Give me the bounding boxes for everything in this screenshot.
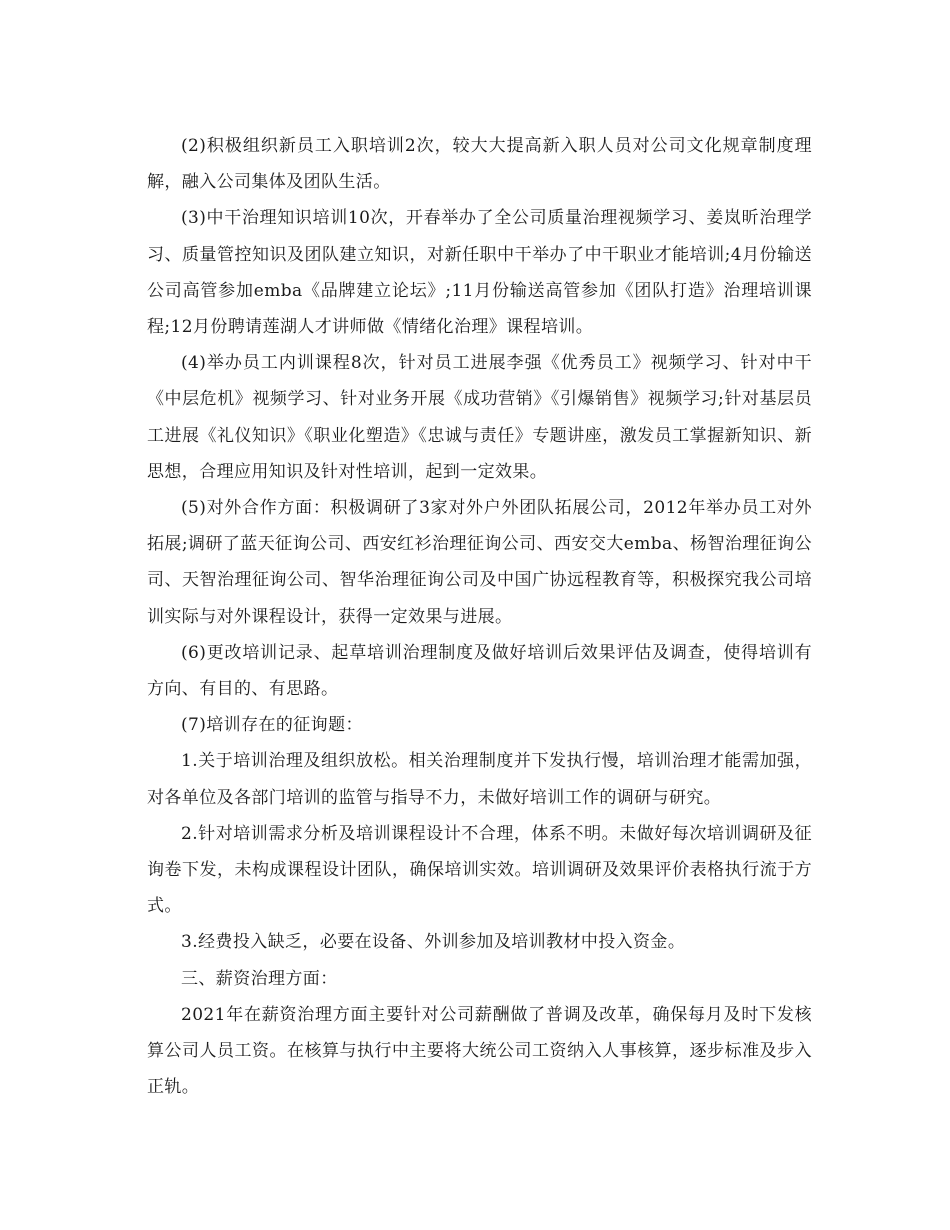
paragraph-issue-3: 3.经费投入缺乏，必要在设备、外训参加及培训教材中投入资金。	[181, 932, 686, 953]
paragraph-management-training: (3)中干治理知识培训10次，开春举办了全公司质量治理视频学习、姜岚昕治理学习、质量管控知识及团队建立知识，对新任职中干举办了中干职业才能培训;4月份输送公司高管参加emba《品牌建立论坛》;11月份输送高管参加《团队打造》治理培训课程;12月份聘请莲湖人才讲师做《情绪化治理》课程培训。	[147, 208, 812, 338]
paragraph-salary-management: 2021年在薪资治理方面主要针对公司薪酬做了普调及改革，确保每月及时下发核算公司人员工资。在核算与执行中主要将大统公司工资纳入人事核算，逐步标准及步入正轨。	[147, 1004, 812, 1098]
paragraph-training-issues-heading: (7)培训存在的征询题：	[181, 715, 363, 736]
paragraph-internal-courses: (4)举办员工内训课程8次，针对员工进展李强《优秀员工》视频学习、针对中干《中层危机》视频学习、针对业务开展《成功营销》《引爆销售》视频学习;针对基层员工进展《礼仪知识》《职业化塑造》《忠诚与责任》专题讲座，激发员工掌握新知识、新思想，合理应用知识及针对性培训，起到一定效果。	[147, 353, 812, 482]
section-heading-salary: 三、薪资治理方面：	[181, 968, 338, 989]
paragraph-issue-2: 2.针对培训需求分析及培训课程设计不合理，体系不明。未做好每次培训调研及征询卷下发，未构成课程设计团队，确保培训实效。培训调研及效果评价表格执行流于方式。	[147, 823, 812, 917]
paragraph-training-records: (6)更改培训记录、起草培训治理制度及做好培训后效果评估及调查，使得培训有方向、有目的、有思路。	[147, 642, 812, 700]
paragraph-issue-1: 1.关于培训治理及组织放松。相关治理制度并下发执行慢，培训治理才能需加强，对各单位及各部门培训的监管与指导不力，未做好培训工作的调研与研究。	[147, 751, 812, 808]
paragraph-training-new-staff: (2)积极组织新员工入职培训2次，较大大提高新入职人员对公司文化规章制度理解，融入公司集体及团队生活。	[147, 136, 812, 193]
document-body	[147, 128, 812, 1105]
paragraph-external-cooperation: (5)对外合作方面：积极调研了3家对外户外团队拓展公司，2012年举办员工对外拓展;调研了蓝天征询公司、西安红衫治理征询公司、西安交大emba、杨智治理征询公司、天智治理征询公司、智华治理征询公司及中国广协远程教育等，积极探究我公司培训实际与对外课程设计，获得一定效果与进展。	[147, 498, 812, 627]
